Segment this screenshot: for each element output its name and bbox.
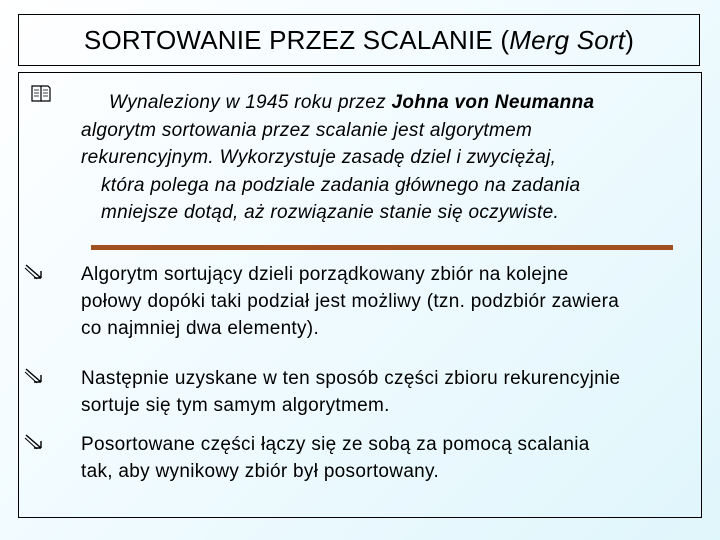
arrow-bullet-icon [23,263,45,283]
note-icon [29,83,53,105]
bullet-1-line-1: Algorytm sortujący dzieli porządkowany zbiór na kolejne [81,264,569,285]
bullet-text-3 [81,431,693,485]
author-name: Johna von Neumanna [391,92,595,113]
bullet-3-line-1: Posortowane części łączy się ze sobą za pomocą scalania [81,434,590,455]
intro-paragraph [81,89,689,227]
arrow-bullet-icon [23,367,45,387]
intro-line-1-text: Wynaleziony w 1945 roku przez [109,92,392,113]
bullet-1-line-3: co najmniej dwa elementy). [81,318,320,339]
content-panel [18,72,702,518]
bullet-text-2 [81,365,693,419]
intro-line-4: która polega na podziale zadania głównego na zadania [101,174,581,196]
intro-line-3: rekurencyjnym. Wykorzystuje zasadę dziel i zwyciężaj, [81,147,557,168]
slide-title [18,14,700,66]
divider-bar [91,245,673,250]
bullet-2-line-2: sortuje się tym samym algorytmem. [81,395,390,416]
bullet-3-line-2: tak, aby wynikowy zbiór był posortowany. [81,461,440,482]
bullet-text-1 [81,261,693,342]
bullet-1-line-2: połowy dopóki taki podział jest możliwy (tzn. podzbiór zawiera [81,291,620,312]
bullet-2-line-1: Następnie uzyskane w ten sposób części zbioru rekurencyjnie [81,368,621,389]
title-italic: Merg Sort [509,24,626,55]
intro-line-1 [99,89,689,117]
intro-line-5: mniejsze dotąd, aż rozwiązanie stanie się oczywiste. [101,202,560,223]
title-close: ) [625,24,635,55]
arrow-bullet-icon [23,433,45,453]
title-text: SORTOWANIE PRZEZ SCALANIE ( [83,24,510,55]
intro-line-2: algorytm sortowania przez scalanie jest algorytmem [81,119,533,141]
